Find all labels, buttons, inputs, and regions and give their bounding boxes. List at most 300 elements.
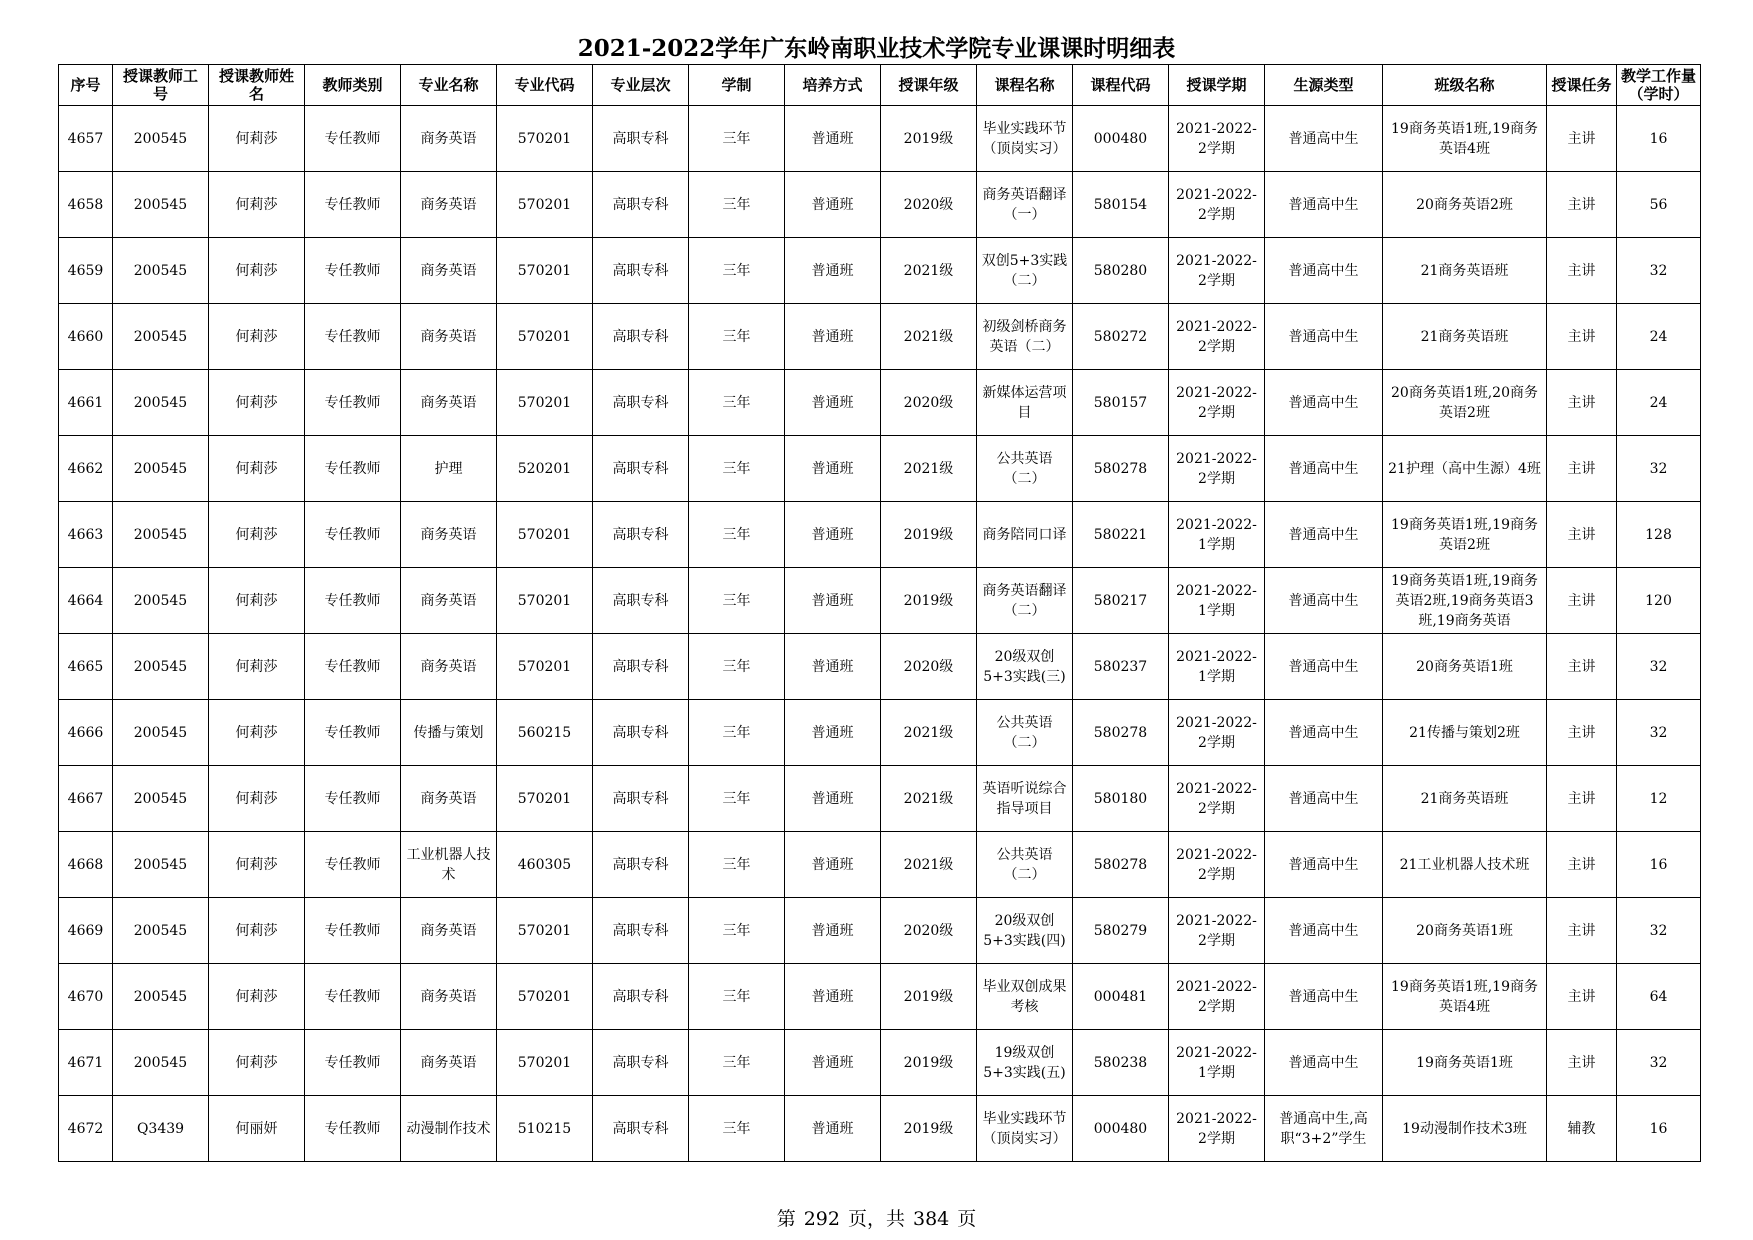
table-cell	[977, 964, 1073, 1030]
table-cell	[1073, 238, 1169, 304]
cell-text: 何莉莎	[235, 262, 278, 279]
cell-text: 英语听说综合指导项目	[982, 780, 1067, 817]
table-cell	[59, 832, 113, 898]
cell-text: 毕业实践环节（顶岗实习）	[982, 1110, 1067, 1147]
table-cell	[1547, 502, 1617, 568]
cell-text: 4661	[67, 394, 104, 411]
cell-text: 200545	[133, 460, 188, 477]
table-cell	[1547, 634, 1617, 700]
table-cell	[1073, 568, 1169, 634]
cell-text: 4659	[67, 262, 104, 279]
table-cell	[209, 898, 305, 964]
table-row	[59, 502, 1701, 568]
cell-text: 000480	[1093, 130, 1148, 147]
table-cell	[401, 898, 497, 964]
cell-text: 高职专科	[612, 328, 669, 345]
cell-text: 主讲	[1567, 328, 1596, 345]
cell-text: 2021-2022-2学期	[1176, 846, 1257, 883]
table-cell	[1073, 766, 1169, 832]
cell-text: 主讲	[1567, 922, 1596, 939]
table-cell	[209, 436, 305, 502]
table-cell	[593, 106, 689, 172]
table-cell	[785, 832, 881, 898]
table-cell	[401, 304, 497, 370]
cell-text: 普通高中生	[1288, 592, 1359, 609]
table-cell	[689, 832, 785, 898]
cell-text: Q3439	[136, 1120, 185, 1137]
table-cell	[1265, 106, 1383, 172]
cell-text: 普通班	[811, 856, 854, 873]
cell-text: 普通高中生	[1288, 988, 1359, 1005]
cell-text: 580278	[1093, 460, 1148, 477]
cell-text: 何莉莎	[235, 394, 278, 411]
table-cell	[1617, 304, 1701, 370]
cell-text: 何莉莎	[235, 790, 278, 807]
cell-text: 普通高中生	[1288, 1054, 1359, 1071]
cell-text: 何莉莎	[235, 130, 278, 147]
table-cell	[209, 238, 305, 304]
table-cell	[305, 832, 401, 898]
cell-text: 4663	[67, 526, 104, 543]
cell-text: 4669	[67, 922, 104, 939]
cell-text: 主讲	[1567, 658, 1596, 675]
table-cell	[59, 436, 113, 502]
table-cell	[1265, 766, 1383, 832]
table-cell	[1169, 964, 1265, 1030]
cell-text: 32	[1649, 658, 1668, 675]
table-cell	[401, 1030, 497, 1096]
table-cell	[401, 766, 497, 832]
table-cell	[401, 964, 497, 1030]
table-cell	[689, 238, 785, 304]
cell-text: 辅教	[1567, 1120, 1596, 1137]
cell-text: 4664	[67, 592, 104, 609]
cell-text: 580272	[1093, 328, 1148, 345]
table-cell	[59, 1096, 113, 1162]
cell-text: 商务英语	[420, 196, 477, 213]
table-cell	[881, 1096, 977, 1162]
table-cell	[497, 238, 593, 304]
cell-text: 16	[1649, 1120, 1668, 1137]
table-cell	[497, 370, 593, 436]
cell-text: 主讲	[1567, 460, 1596, 477]
cell-text: 专任教师	[324, 262, 381, 279]
cell-text: 2021-2022-2学期	[1176, 186, 1257, 223]
cell-text: 何莉莎	[235, 1054, 278, 1071]
cell-text: 高职专科	[612, 1054, 669, 1071]
cell-text: 普通高中生	[1288, 724, 1359, 741]
cell-text: 2021-2022-1学期	[1176, 516, 1257, 553]
cell-text: 200545	[133, 790, 188, 807]
table-cell	[497, 106, 593, 172]
table-cell	[785, 304, 881, 370]
table-cell	[1073, 898, 1169, 964]
table-cell	[689, 304, 785, 370]
cell-text: 普通班	[811, 328, 854, 345]
table-row	[59, 634, 1701, 700]
table-cell	[305, 700, 401, 766]
table-cell	[1169, 1030, 1265, 1096]
cell-text: 公共英语（二）	[996, 450, 1053, 487]
header-row	[59, 65, 1701, 106]
table-cell	[497, 568, 593, 634]
table-cell	[1169, 634, 1265, 700]
table-cell	[209, 172, 305, 238]
cell-text: 普通班	[811, 592, 854, 609]
table-cell	[1169, 832, 1265, 898]
table-row	[59, 304, 1701, 370]
cell-text: 商务陪同口译	[982, 526, 1067, 543]
table-cell	[59, 700, 113, 766]
cell-text: 专任教师	[324, 394, 381, 411]
table-cell	[1617, 238, 1701, 304]
cell-text: 200545	[133, 130, 188, 147]
table-cell	[1169, 898, 1265, 964]
table-cell	[689, 436, 785, 502]
column-header: 教学工作量（学时）	[1617, 65, 1701, 106]
cell-text: 570201	[517, 1054, 572, 1071]
table-cell	[881, 568, 977, 634]
cell-text: 570201	[517, 592, 572, 609]
cell-text: 三年	[722, 922, 751, 939]
table-cell	[593, 238, 689, 304]
course-hours-table	[58, 64, 1701, 1162]
table-cell	[497, 502, 593, 568]
cell-text: 三年	[722, 328, 751, 345]
cell-text: 120	[1645, 592, 1672, 609]
cell-text: 200545	[133, 262, 188, 279]
table-cell	[1073, 304, 1169, 370]
table-cell	[977, 238, 1073, 304]
table-cell	[593, 700, 689, 766]
cell-text: 何莉莎	[235, 460, 278, 477]
table-cell	[881, 106, 977, 172]
table-cell	[1617, 172, 1701, 238]
table-cell	[497, 964, 593, 1030]
table-cell	[1547, 106, 1617, 172]
table-cell	[593, 766, 689, 832]
table-cell	[1073, 964, 1169, 1030]
cell-text: 2021-2022-2学期	[1176, 450, 1257, 487]
cell-text: 570201	[517, 328, 572, 345]
cell-text: 2021-2022-2学期	[1176, 780, 1257, 817]
table-cell	[785, 766, 881, 832]
table-cell	[1383, 238, 1547, 304]
column-header: 班级名称	[1383, 65, 1547, 106]
table-cell	[1617, 1096, 1701, 1162]
page-footer	[0, 1204, 1753, 1231]
table-cell	[113, 634, 209, 700]
cell-text: 动漫制作技术	[406, 1120, 491, 1137]
table-cell	[593, 832, 689, 898]
cell-text: 高职专科	[612, 922, 669, 939]
table-cell	[1073, 436, 1169, 502]
table-cell	[209, 964, 305, 1030]
table-cell	[59, 106, 113, 172]
cell-text: 主讲	[1567, 988, 1596, 1005]
cell-text: 12	[1649, 790, 1668, 807]
table-row	[59, 172, 1701, 238]
cell-text: 560215	[517, 724, 572, 741]
table-cell	[689, 502, 785, 568]
table-cell	[401, 238, 497, 304]
table-cell	[785, 700, 881, 766]
column-header: 序号	[59, 65, 113, 106]
cell-text: 2021级	[903, 262, 954, 279]
table-cell	[1547, 964, 1617, 1030]
cell-text: 专任教师	[324, 1054, 381, 1071]
cell-text: 普通高中生	[1288, 394, 1359, 411]
cell-text: 三年	[722, 592, 751, 609]
table-cell	[1617, 634, 1701, 700]
table-cell	[881, 634, 977, 700]
cell-text: 580280	[1093, 262, 1148, 279]
cell-text: 520201	[517, 460, 572, 477]
table-cell	[881, 1030, 977, 1096]
cell-text: 580157	[1093, 394, 1148, 411]
table-cell	[1383, 436, 1547, 502]
cell-text: 570201	[517, 988, 572, 1005]
cell-text: 200545	[133, 856, 188, 873]
cell-text: 高职专科	[612, 130, 669, 147]
cell-text: 普通高中生	[1288, 658, 1359, 675]
table-cell	[689, 1030, 785, 1096]
table-row	[59, 106, 1701, 172]
table-cell	[785, 1096, 881, 1162]
cell-text: 2021级	[903, 790, 954, 807]
table-cell	[1073, 832, 1169, 898]
cell-text: 三年	[722, 790, 751, 807]
table-cell	[1265, 502, 1383, 568]
cell-text: 高职专科	[612, 856, 669, 873]
cell-text: 2020级	[903, 394, 954, 411]
table-cell	[1169, 238, 1265, 304]
cell-text: 普通高中生	[1288, 922, 1359, 939]
cell-text: 三年	[722, 196, 751, 213]
table-cell	[881, 700, 977, 766]
table-cell	[1265, 700, 1383, 766]
table-cell	[1169, 370, 1265, 436]
cell-text: 200545	[133, 1054, 188, 1071]
cell-text: 580221	[1093, 526, 1148, 543]
table-cell	[689, 106, 785, 172]
cell-text: 32	[1649, 460, 1668, 477]
table-cell	[1383, 502, 1547, 568]
cell-text: 21护理（高中生源）4班	[1388, 460, 1541, 477]
table-cell	[59, 568, 113, 634]
table-cell	[689, 766, 785, 832]
cell-text: 专任教师	[324, 130, 381, 147]
cell-text: 新媒体运营项目	[982, 384, 1067, 421]
table-cell	[1265, 172, 1383, 238]
table-cell	[1383, 766, 1547, 832]
cell-text: 19商务英语1班,19商务英语2班	[1391, 516, 1538, 553]
table-cell	[977, 436, 1073, 502]
cell-text: 商务英语翻译（二）	[982, 582, 1067, 619]
cell-text: 传播与策划	[413, 724, 484, 741]
table-cell	[785, 1030, 881, 1096]
cell-text: 570201	[517, 922, 572, 939]
cell-text: 570201	[517, 526, 572, 543]
cell-text: 2021-2022-2学期	[1176, 1110, 1257, 1147]
cell-text: 专任教师	[324, 526, 381, 543]
cell-text: 普通班	[811, 724, 854, 741]
table-cell	[497, 832, 593, 898]
cell-text: 专任教师	[324, 790, 381, 807]
footer-mid: 页，共	[847, 1208, 905, 1230]
cell-text: 200545	[133, 658, 188, 675]
cell-text: 何莉莎	[235, 592, 278, 609]
table-cell	[593, 370, 689, 436]
cell-text: 4660	[67, 328, 104, 345]
cell-text: 专任教师	[324, 592, 381, 609]
table-cell	[593, 436, 689, 502]
table-cell	[689, 568, 785, 634]
cell-text: 主讲	[1567, 526, 1596, 543]
table-cell	[1617, 502, 1701, 568]
cell-text: 何丽妍	[235, 1120, 278, 1137]
column-header: 课程名称	[977, 65, 1073, 106]
table-cell	[305, 304, 401, 370]
cell-text: 普通班	[811, 658, 854, 675]
cell-text: 64	[1649, 988, 1668, 1005]
cell-text: 200545	[133, 988, 188, 1005]
table-cell	[1265, 964, 1383, 1030]
table-cell	[785, 106, 881, 172]
table-cell	[977, 1030, 1073, 1096]
cell-text: 200545	[133, 196, 188, 213]
cell-text: 普通高中生	[1288, 196, 1359, 213]
cell-text: 32	[1649, 1054, 1668, 1071]
cell-text: 21商务英语班	[1420, 790, 1509, 807]
cell-text: 专任教师	[324, 328, 381, 345]
table-cell	[977, 172, 1073, 238]
table-cell	[1265, 370, 1383, 436]
cell-text: 200545	[133, 592, 188, 609]
cell-text: 三年	[722, 988, 751, 1005]
table-cell	[113, 172, 209, 238]
table-cell	[1265, 568, 1383, 634]
table-cell	[1265, 898, 1383, 964]
cell-text: 主讲	[1567, 592, 1596, 609]
table-cell	[59, 370, 113, 436]
cell-text: 2020级	[903, 658, 954, 675]
table-cell	[593, 568, 689, 634]
cell-text: 20商务英语1班	[1416, 658, 1513, 675]
table-cell	[1073, 106, 1169, 172]
table-cell	[59, 898, 113, 964]
cell-text: 580238	[1093, 1054, 1148, 1071]
table-body	[59, 106, 1701, 1162]
table-cell	[1073, 634, 1169, 700]
cell-text: 570201	[517, 196, 572, 213]
column-header: 授课任务	[1547, 65, 1617, 106]
table-cell	[209, 502, 305, 568]
cell-text: 普通班	[811, 922, 854, 939]
cell-text: 双创5+3实践（二）	[981, 252, 1068, 289]
table-cell	[305, 172, 401, 238]
cell-text: 200545	[133, 394, 188, 411]
cell-text: 专任教师	[324, 856, 381, 873]
cell-text: 三年	[722, 658, 751, 675]
cell-text: 4668	[67, 856, 104, 873]
cell-text: 2021级	[903, 328, 954, 345]
table-cell	[59, 502, 113, 568]
table-cell	[689, 172, 785, 238]
cell-text: 专任教师	[324, 988, 381, 1005]
cell-text: 19商务英语1班,19商务英语2班,19商务英语3班,19商务英语	[1391, 572, 1538, 629]
cell-text: 570201	[517, 790, 572, 807]
table-cell	[593, 304, 689, 370]
table-cell	[1383, 832, 1547, 898]
cell-text: 商务英语	[420, 592, 477, 609]
table-cell	[59, 1030, 113, 1096]
table-cell	[401, 1096, 497, 1162]
footer-prefix: 第	[776, 1208, 796, 1230]
cell-text: 三年	[722, 724, 751, 741]
table-cell	[1383, 1030, 1547, 1096]
table-cell	[497, 1096, 593, 1162]
table-cell	[1169, 304, 1265, 370]
cell-text: 200545	[133, 526, 188, 543]
cell-text: 32	[1649, 922, 1668, 939]
table-row	[59, 700, 1701, 766]
cell-text: 24	[1649, 328, 1668, 345]
table-cell	[1265, 304, 1383, 370]
cell-text: 普通高中生	[1288, 526, 1359, 543]
table-cell	[59, 766, 113, 832]
cell-text: 4672	[67, 1120, 104, 1137]
cell-text: 商务英语	[420, 658, 477, 675]
table-row	[59, 436, 1701, 502]
table-cell	[1547, 172, 1617, 238]
cell-text: 510215	[517, 1120, 572, 1137]
cell-text: 21商务英语班	[1420, 262, 1509, 279]
cell-text: 普通班	[811, 790, 854, 807]
cell-text: 4666	[67, 724, 104, 741]
table-cell	[1617, 766, 1701, 832]
cell-text: 普通高中生,高职“3+2”学生	[1279, 1110, 1368, 1147]
table-cell	[1073, 1096, 1169, 1162]
cell-text: 580154	[1093, 196, 1148, 213]
cell-text: 2021-2022-2学期	[1176, 912, 1257, 949]
page-title: 2021-2022学年广东岭南职业技术学院专业课课时明细表	[577, 35, 1176, 62]
cell-text: 20级双创5+3实践(三)	[983, 648, 1066, 685]
table-cell	[1617, 898, 1701, 964]
cell-text: 200545	[133, 922, 188, 939]
cell-text: 24	[1649, 394, 1668, 411]
table-cell	[977, 568, 1073, 634]
cell-text: 何莉莎	[235, 526, 278, 543]
column-header: 授课年级	[881, 65, 977, 106]
table-cell	[785, 964, 881, 1030]
cell-text: 高职专科	[612, 724, 669, 741]
table-cell	[1547, 436, 1617, 502]
cell-text: 工业机器人技术	[406, 846, 491, 883]
cell-text: 高职专科	[612, 262, 669, 279]
table-row	[59, 832, 1701, 898]
cell-text: 高职专科	[612, 394, 669, 411]
table-cell	[1169, 172, 1265, 238]
cell-text: 2020级	[903, 196, 954, 213]
cell-text: 高职专科	[612, 658, 669, 675]
table-cell	[1169, 700, 1265, 766]
cell-text: 专任教师	[324, 658, 381, 675]
table-cell	[401, 634, 497, 700]
column-header: 学制	[689, 65, 785, 106]
table-cell	[113, 502, 209, 568]
cell-text: 商务英语	[420, 790, 477, 807]
